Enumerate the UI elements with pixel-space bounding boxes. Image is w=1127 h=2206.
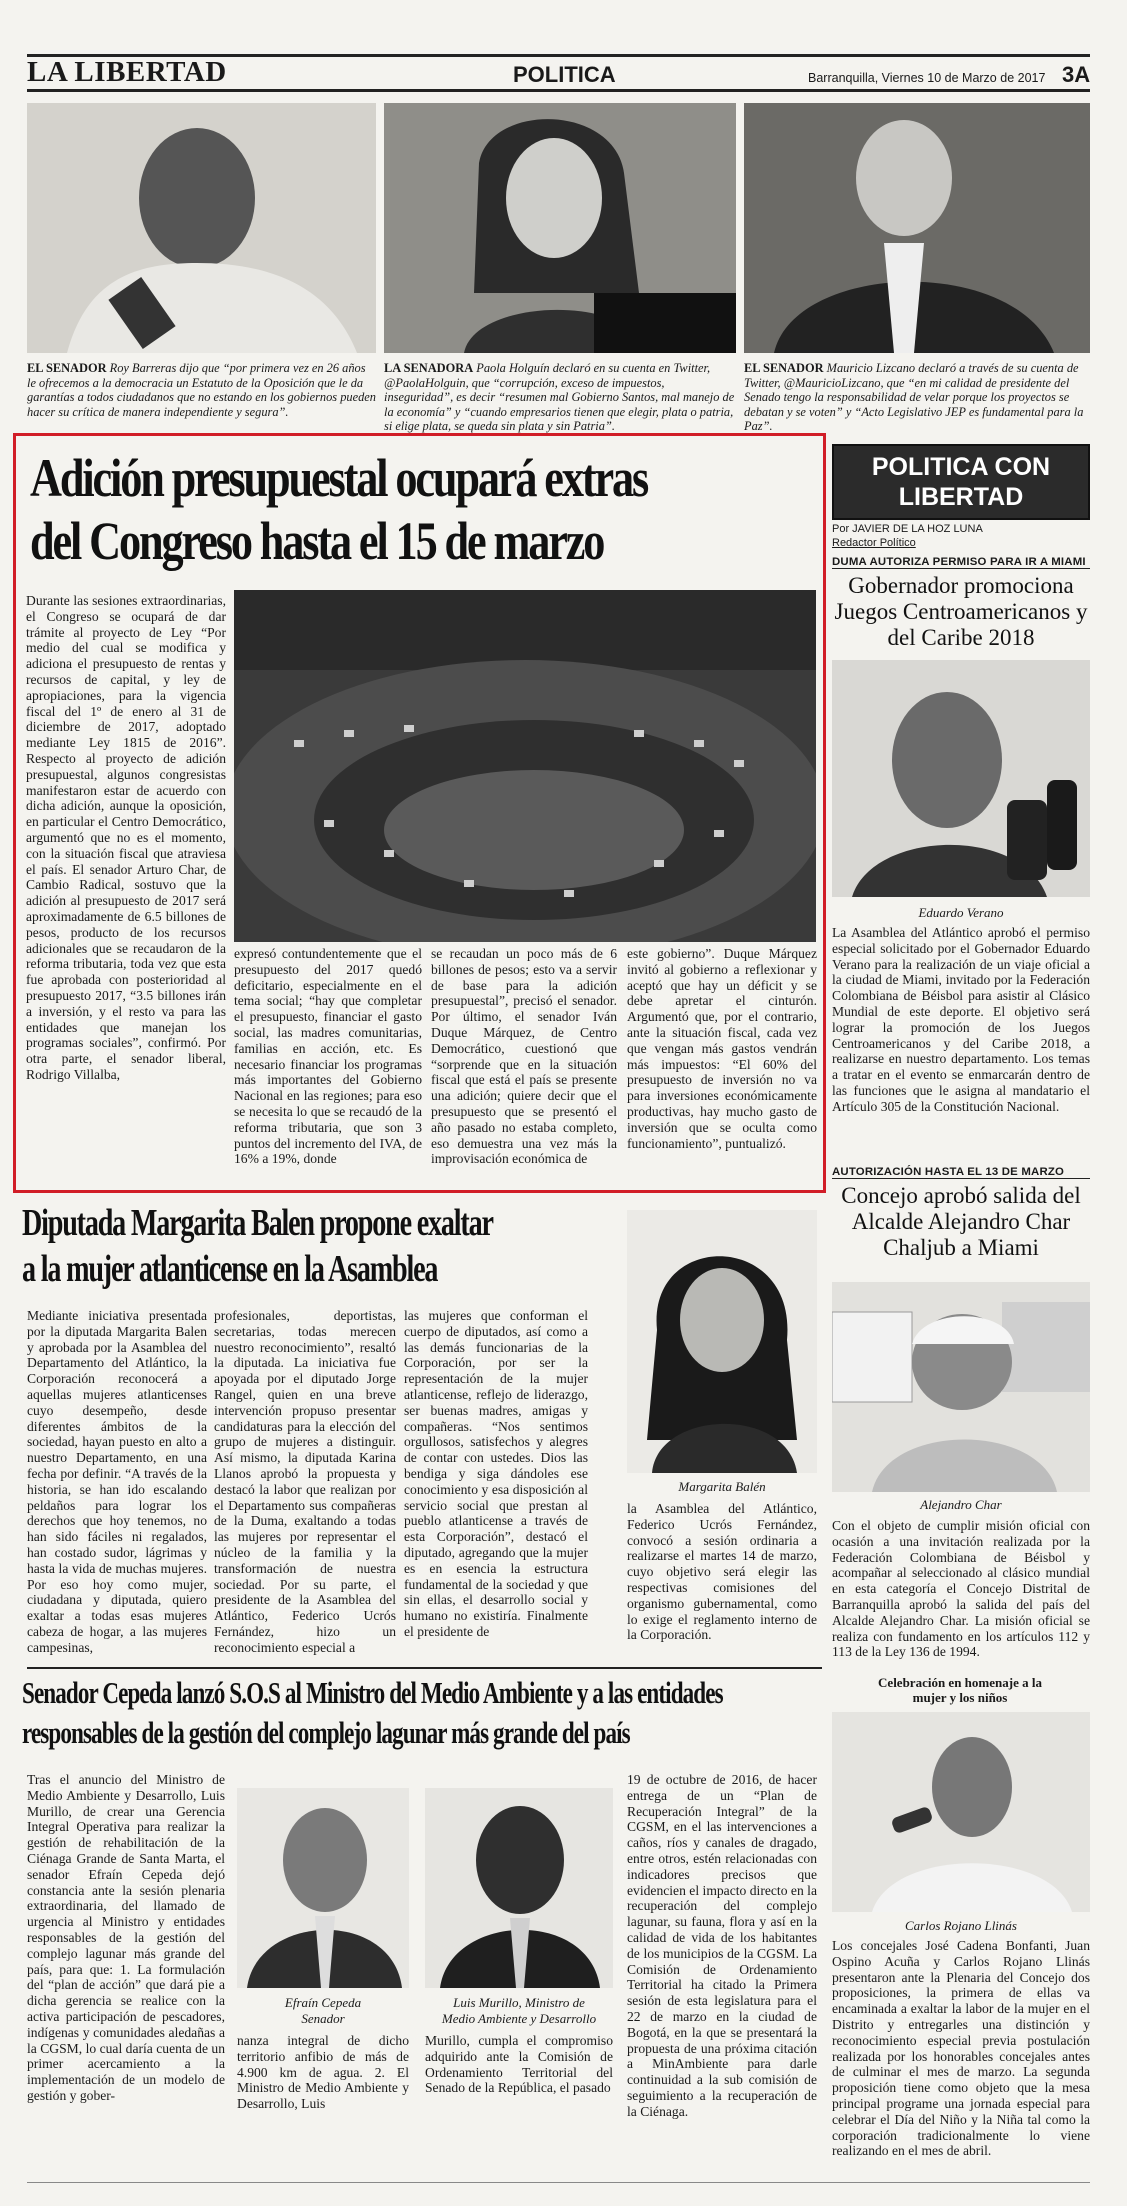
story2-col4: la Asamblea del Atlántico, Federico Ucrós Fernández, convocó a sesión ordinaria a realizarse el martes 14 de marzo, cuyo objetivo será elegir las respectivas comisiones del organismo gubernamental, como lo exige el reglamento interno de la Corporación. [627,1501,817,1643]
page-number: 3A [1062,62,1091,87]
dateline: Barranquilla, Viernes 10 de Marzo de 2017 [808,71,1046,85]
story2-col2: profesionales, deportistas, secretarias, todas merecen nuestro reconocimiento”, resaltó la diputada. La iniciativa fue apoyada por el diputado Jorge Rangel, quien en una breve intervención propuso presentar candidaturas para la elección del grupo de mujeres a distinguir. Así mismo, la diputada Karina Llanos aprobó la propuesta y destacó la labor que realizan por el Departamento sus compañeras de la Duma, exaltando a todas las mujeres por representar el núcleo de la familia y la transformación de nuestra sociedad. Por su parte, el presidente de la Asamblea del Atlántico, Federico Ucrós Fernández, hizo un reconocimiento especial a [214,1308,396,1655]
lead-story-col4: este gobierno”. Duque Márquez invitó al gobierno a reflexionar y aceptó que hay un déficit y se debe apretar el cinturón. Argumentó que, por el contrario, ante la situación fiscal, cada vez que vengan más gastos vendrán más impuestos: “El 60% del presupuesto de inversión no va para inversiones económicamente productivas, hay mucho gasto de inversión que se oculta como funcionamiento”, puntualizó. [627,946,817,1151]
top-caption-2 [384,361,736,434]
sidebar-story2-photo-caption: Alejandro Char [920,1497,1002,1512]
story3-photo1-caption-line2: Senador [301,2011,345,2026]
story3-col3: Murillo, cumpla el compromiso adquirido ante la Comisión de Ordenamiento Territorial del Senado de la República, el pasado [425,2033,613,2096]
story2-photo-caption: Margarita Balén [678,1479,766,1494]
top-caption-3-text: Mauricio Lizcano declaró a través de su cuenta de Twitter, @MauricioLizcano, que “en mi calidad de presidente del Senado tengo la responsabilidad de velar porque los proyectos se debatan y se voten” y “Acto Legislativo JEP es fundamental para la Paz”. [744,361,1084,434]
sidebar-story3-kicker: Celebración en homenaje a la mujer y los niños [878,1675,1042,1705]
story2-bottom-rule [27,1667,822,1669]
sidebar-story3-body: Los concejales José Cadena Bonfanti, Juan Ospino Acuña y Carlos Rojano Llinás presentaron ante la Plenaria del Concejo dos proposiciones, la primera de ellas va encaminada a exaltar la labor de la mujer en el Distrito y entregarles una distinción y reconocimiento especial previa postulación realizada por los honorables concejales antes de culminar el mes de marzo. La segunda proposición tiene como objeto que la mesa principal programe una jornada especial para celebrar el Día del Niño y la Niña tal como la corporación tradicionalmente lo viene realizando en el mes de abril. [832,1938,1090,2159]
photo-margarita-balen [627,1210,817,1473]
column-title-line1: POLITICA CON [871,453,1051,481]
column-title-box [832,444,1090,520]
sidebar-byline: Por JAVIER DE LA HOZ LUNA [832,523,983,535]
photo-mauricio-lizcano [744,103,1090,353]
top-caption-1-lead: EL SENADOR [27,361,107,375]
photo-roy-barreras [27,103,376,353]
photo-alejandro-char [832,1282,1090,1492]
section-name: POLITICA [513,62,616,87]
photo-carlos-rojano [832,1712,1090,1912]
sidebar-story1-photo-caption: Eduardo Verano [918,905,1004,920]
top-caption-3 [744,361,1090,434]
top-caption-3-lead: EL SENADOR [744,361,824,375]
photo-congress-session [234,590,816,942]
column-title-line2: LIBERTAD [898,483,1024,511]
top-caption-1 [27,361,376,419]
lead-story-col2: expresó contundentemente que el presupuesto del 2017 quedó deficitario, especialmente en el tema social; “hay que completar el presupuesto, financiar el gasto social, las madres comunitarias, familias en acción, etc. Es necesario financiar los programas más importantes del Gobierno Nacional en las regiones; para eso se necesita lo que se recaudó de la reforma tributaria, que son 3 puntos del incremento del IVA, de 16% a 19%, donde [234,946,422,1167]
sidebar-story1-headline: Gobernador promociona Juegos Centroamericanos y del Caribe 2018 [834,573,1088,650]
sidebar-story2-body: Con el objeto de cumplir misión oficial con ocasión a una invitación realizada por la Federación Colombiana de Béisbol y acompañar al seleccionado al clásico mundial en esta categoría el Concejo Distrital de Barranquilla aprobó la salida del país del Alcalde Alejandro Char. La misión oficial se realiza con fundamento en los artículos 112 y 113 de la Ley 136 de 1994. [832,1518,1090,1660]
lead-headline-line2: del Congreso hasta el 15 de marzo [30,511,604,571]
story3-col1: Tras el anuncio del Ministro de Medio Ambiente y Desarrollo, Luis Murillo, de crear una Gerencia Integral Operativa para realizar la gestión de rehabilitación de la Ciénaga Grande de Santa Marta, el senador Efraín Cepeda dejó constancia ante la sesión plenaria extraordinaria, del llamado de urgencia al Ministro y entidades responsables de la gestión del complejo lagunar más grande del país, para que: 1. La formulación del “plan de acción” que dará pie a dicha gerencia se realice con la activa participación de pescadores, indígenas y comunidades aledañas a la CGSM, lo cual daría cuenta de un primer acercamiento a la implementación de un modelo de gestión y gober- [27,1772,225,2103]
story3-photo2-caption-line1: Luis Murillo, Ministro de [453,1995,585,2010]
photo-eduardo-verano [832,660,1090,897]
photo-luis-murillo [425,1788,613,1988]
story2-headline-line1: Diputada Margarita Balen propone exaltar [22,1202,493,1244]
top-caption-1-text: Roy Barreras dijo que “por primera vez en 26 años le ofrecemos a la democracia un Estatuto de la Oposición que le da garantías a todos ciudadanos que no estando en los gobiernos pueden hacer su crítica de manera independiente y segura”. [27,361,376,419]
sidebar-byline-role: Redactor Político [832,537,916,549]
story3-col4: 19 de octubre de 2016, de hacer entrega de un “Plan de Recuperación Integral” de la CGSM, en el las intervenciones a caños, ríos y canales de dragado, entre otros, estén relacionadas con indicadores precisos que evidencien el impacto directo en la recuperación del complejo lagunar, su fauna, flora y así en la calidad de vida de los habitantes de los municipios de la CGSM. La Comisión de Ordenamiento Territorial ha citado la Primera sesión de esta legislatura para el 22 de marzo en la ciudad de Bogotá, en la que se presentará la propuesta de una próxima citación a MinAmbiente para darle continuidad a la sub comisión de seguimiento a la recuperación de la Ciénaga. [627,1772,817,2119]
lead-headline-line1: Adición presupuestal ocupará extras [30,448,648,508]
story2-headline-line2: a la mujer atlanticense en la Asamblea [22,1248,438,1290]
lead-story-col1: Durante las sesiones extraordinarias, el Congreso se ocupará de dar trámite al proyecto de Ley “Por medio del cual se modifica y adiciona el presupuesto de rentas y recursos de capital, y ley de apropiaciones, para la vigencia fiscal del 1º de enero al 31 de diciembre de 2017, adoptado mediante Ley 1815 de 2016”. Respecto al proyecto de adición presupuestal, algunos congresistas manifestaron estar de acuerdo con dicha adición, aunque la oposición, en particular el Centro Democrático, argumentó que no es el momento, con la situación fiscal que atraviesa el país. El senador Arturo Char, de Cambio Radical, sostuvo que la adición al presupuesto de 2017 será aproximadamente de 6.5 billones de pesos, producto de los recursos adicionales que se recaudaron de la reforma tributaria, toda vez que esta fue aprobada con posterioridad al presupuesto 2017, “3.5 billones irán a inversión, y el resto va para las entidades que manejan los programas sociales”, confirmó. Por otra parte, el senador liberal, Rodrigo Villalba, [26,593,226,1082]
sidebar-story2-headline: Concejo aprobó salida del Alcalde Alejandro Char Chaljub a Miami [841,1183,1081,1260]
masthead-bottom-rule [27,89,1090,92]
story3-col2: nanza integral de dicho territorio anfibio de más de 4.900 km de agua. 2. El Ministro de Medio Ambiente y Desarrollo, Luis [237,2033,409,2112]
sidebar-story1-body: La Asamblea del Atlántico aprobó el permiso especial solicitado por el Gobernador Eduardo Verano para la realización de un viaje oficial a la ciudad de Miami, invitado por la Federación Colombiana de Béisbol para asistir al Clásico Mundial de este deporte. El objetivo será lograr la promoción de los Juegos Centroamericanos y del Caribe 2018, a realizarse en nuestro departamento. Los temas a tratar en el evento se enmarcarán dentro de las funciones que le asigna al mandatario el Artículo 305 de la Constitución Nacional. [832,925,1090,1114]
sidebar-story1-kicker: DUMA AUTORIZA PERMISO PARA IR A MIAMI [832,556,1090,569]
story3-headline-line1: Senador Cepeda lanzó S.O.S al Ministro del Medio Ambiente y a las entidades [22,1675,723,1710]
story3-photo1-caption-line1: Efraín Cepeda [284,1995,362,2010]
top-caption-2-lead: LA SENADORA [384,361,474,375]
story2-col1: Mediante iniciativa presentada por la diputada Margarita Balen y aprobada por la Asamblea del Departamento del Atlántico, la Corporación reconocerá a aquellas mujeres atlanticenses cuyo desempeño, desde diferentes ámbitos de la sociedad, hayan puesto en alto a nuestro Departamento, en una fecha por definir. “A través de la historia, se han ido escalando peldaños para lograr los derechos que hoy tenemos, no han sido fáciles ni regalados, han costado sudor, lágrimas y hasta la vida de muchas mujeres. Por eso hoy como mujer, ciudadana y diputada, quiero exaltar a todas esas mujeres cabeza de hogar, a las mujeres campesinas, [27,1308,207,1655]
paper-name: LA LIBERTAD [27,56,227,88]
top-caption-2-text: Paola Holguín declaró en su cuenta en Twitter, @PaolaHolguin, que “corrupción, exceso de impuestos, inseguridad”, es decir “resumen mal Gobierno Santos, mal manejo de la economía” y “cuando empresarios tienen que elegir, plata o patria, si elige plata, se queda sin plata y sin Patria”. [384,361,735,434]
sidebar-story2-kicker: AUTORIZACIÓN HASTA EL 13 DE MARZO [832,1166,1090,1179]
photo-efrain-cepeda [237,1788,409,1988]
story3-headline-line2: responsables de la gestión del complejo lagunar más grande del país [22,1715,630,1750]
lead-story-col3: se recaudan un poco más de 6 billones de pesos; esto va a servir de base para la adición presupuestal”, precisó el senador. Por último, el senador Iván Duque Márquez, de Centro Democrático, cuestionó que “sorprende que en la situación fiscal que está el país se presente una adición; quiere decir que el presupuesto que se presentó el año pasado no estaba completo, eso demuestra una vez más la improvisación económica de [431,946,617,1167]
photo-paola-holguin [384,103,736,353]
sidebar-story3-photo-caption: Carlos Rojano Llinás [905,1918,1017,1933]
page-bottom-rule [27,2182,1090,2183]
story3-photo2-caption-line2: Medio Ambiente y Desarrollo [441,2011,597,2026]
story2-col3: las mujeres que conforman el cuerpo de diputados, así como a las demás funcionarias de la Corporación, por ser la representación de la mujer atlanticense, reflejo de liderazgo, ser buenas madres, amigas y compañeras. “Nos sentimos orgullosos, satisfechos y alegres de contar con ustedes. Dios las bendiga y siga dándoles ese conocimiento y esa disposición al servicio social que prestan al pueblo atlanticense a través de esta Corporación”, destacó el diputado, agregando que la mujer es en esencia la estructura fundamental de la sociedad y que sin ellas, el desarrollo social y humano no existiría. Finalmente el presidente de [404,1308,588,1639]
